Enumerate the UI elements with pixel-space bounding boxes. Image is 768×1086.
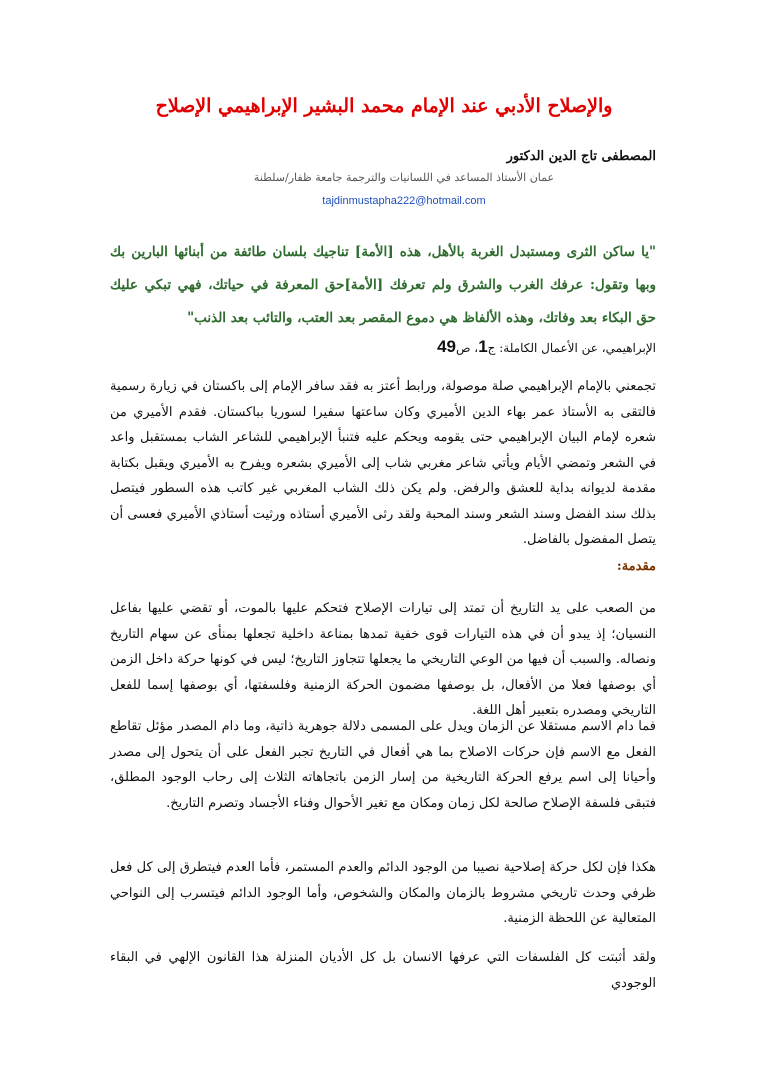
citation-page: 49	[437, 337, 456, 356]
intro-paragraph: تجمعني بالإمام الإبراهيمي صلة موصولة، ورابط أعتز به فقد سافر الإمام إلى باكستان في زيارة رسمية فالتقى به الأستاذ عمر بهاء الدين الأميري وكان ساعتها سفيرا لسوريا بباكستان. فقدم الأميري من شعره لإمام البيان الإبراهيمي حتى يقومه ويحكم عليه فتنبأ الإبراهيمي للشاعر الشاب بمستقبل واعد في الشعر وتمضي الأيام ويأتي شاعر مغربي شاب إلى الأميري بشعره ويفرح به الأميري ويقبل بكتابة مقدمة لديوانه بداية للعشق والرفض. ولم يكن ذلك الشاب المغربي غير كاتب هذه السطور فيتصل بذلك سند الفضل وسند الشعر وسند المحبة ولقد رثى الأميري أستاذه ورثيت أستاذي الأميري فعسى أن يتصل المفضول بالفاضل.	[110, 379, 656, 547]
author-email-link[interactable]: tajdinmustapha222@hotmail.com	[322, 195, 486, 207]
epigraph-citation	[296, 337, 656, 358]
author-name: المصطفى تاج الدين الدكتور	[506, 149, 656, 164]
citation-page-prefix: ، ص	[455, 341, 479, 355]
section-heading: مقدمة:	[616, 559, 656, 574]
citation-volume: 1	[478, 337, 488, 356]
epigraph-quote: "يا ساكن الثرى ومستبدل الغربة بالأهل، هذه [الأمة] تناجيك بلسان طائفة من أبنائها البارين بك وبها وتقول: عرفك الغرب والشرق ولم تعرفك [الأمة]حق المعرفة في حياتك، فهي تبكي عليك حق البكاء بعد وفاتك، وهذه الألفاظ هي دموع المقصر بعد العتب، والتائب بعد الذنب"	[110, 244, 656, 326]
author-affiliation: عمان الأستاذ المساعد في اللسانيات والترجمة جامعة ظفار/سلطنة	[253, 171, 555, 184]
document-title: والإصلاح الأدبي عند الإمام محمد البشير الإبراهيمي الإصلاح	[155, 95, 613, 117]
body-paragraph-3: هكذا فإن لكل حركة إصلاحية نصيبا من الوجود الدائم والعدم المستمر، فأما العدم فيتطرق إلى كل فعل ظرفي وحدث تاريخي مشروط بالزمان والمكان والشخوص، وأما الوجود الدائم فيتسرب إلى النواحي المتعالية عن اللحظة الزمنية.	[110, 860, 656, 926]
body-paragraph-2: فما دام الاسم مستقلا عن الزمان ويدل على المسمى دلالة جوهرية ذاتية، وما دام المصدر مؤئل تقاطع الفعل مع الاسم فإن حركات الاصلاح بما هي أفعال في التاريخ تجبر الفعل على أن يتحول إلى مصدر وأحيانا إلى اسم يرفع الحركة التاريخية من إسار الزمن باتجاهاته الثلاث إلى رحاب الوجود المطلق، فتبقى فلسفة الإصلاح صالحة لكل زمان ومكان مع تغير الأحوال وفناء الأجساد وتصرم التاريخ.	[110, 719, 656, 811]
citation-text: الإبراهيمي، عن الأعمال الكاملة: ج	[487, 341, 656, 355]
body-paragraph-4: ولقد أثبتت كل الفلسفات التي عرفها الانسان بل كل الأديان المنزلة هذا القانون الإلهي في البقاء الوجودي	[110, 950, 656, 991]
body-paragraph-1: من الصعب على يد التاريخ أن تمتد إلى تيارات الإصلاح فتحكم عليها بالموت، أو تقضي عليها بفاعل النسيان؛ إذ يبدو أن في هذه التيارات قوى خفية تمدها بمناعة داخلية تجعلها بمنأى عن سهام التاريخ ونصاله. والسبب أن فيها من الوعي التاريخي ما يجعلها تتجاوز التاريخ؛ ليس في كونها حركة داخل الزمن أي بوصفها فعلا من الأفعال، بل بوصفها مضمون الحركة الزمنية وفلسفتها، أي بوصفها إسما للفعل التاريخي ومصدره بتعبير أهل اللغة.	[110, 601, 656, 718]
